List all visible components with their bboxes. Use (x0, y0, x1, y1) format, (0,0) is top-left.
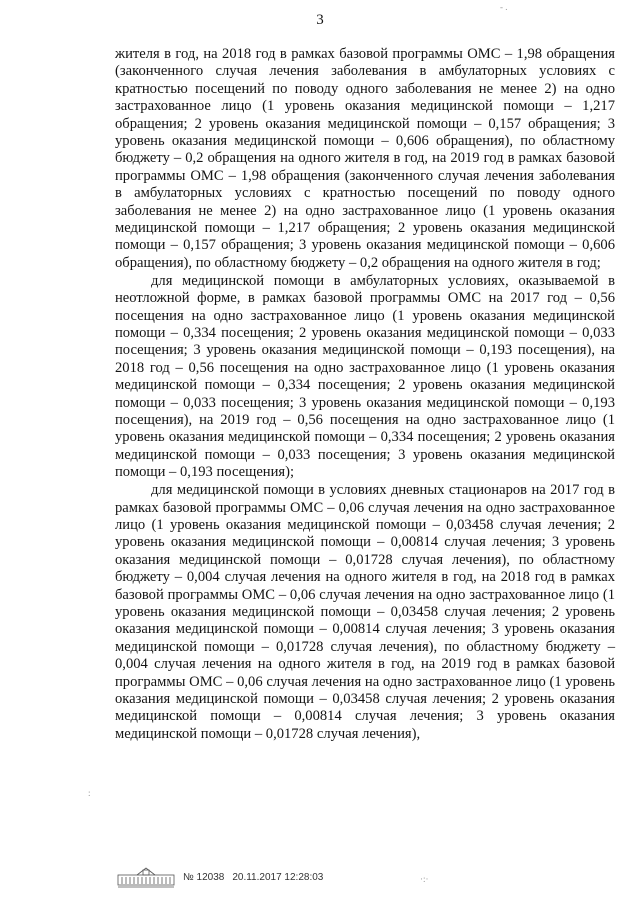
document-body (115, 46, 615, 743)
scan-artifact: : (88, 788, 91, 798)
footer-registration (117, 866, 323, 888)
paragraph-day-hospital: для медицинской помощи в условиях дневных стационаров на 2017 год в рамках базовой программы ОМС – 0,06 случая лечения на одно застрахованное лицо (1 уровень оказания медицинской помощи – 0,03458 случая лечения; 2 уровень оказания медицинской помощи – 0,00814 случая лечения; 3 уровень оказания медицинской помощи – 0,01728 случая лечения), по областному бюджету – 0,004 случая лечения на одного жителя в год, на 2018 год в рамках базовой программы ОМС – 0,06 случая лечения на одно застрахованное лицо (1 уровень оказания медицинской помощи – 0,03458 случая лечения; 2 уровень оказания медицинской помощи – 0,00814 случая лечения; 3 уровень оказания медицинской помощи – 0,01728 случая лечения), по областному бюджету – 0,004 случая лечения на одного жителя в год, на 2019 год в рамках базовой программы ОМС – 0,06 случая лечения на одно застрахованное лицо (1 уровень оказания медицинской помощи – 0,03458 случая лечения; 2 уровень оказания медицинской помощи – 0,00814 случая лечения; 3 уровень оказания медицинской помощи – 0,01728 случая лечения), (115, 482, 615, 742)
paragraph-continuation: жителя в год, на 2018 год в рамках базовой программы ОМС – 1,98 обращения (законченного случая лечения заболевания в амбулаторных условиях с кратностью посещений по поводу одного заболевания не менее 2) на одно застрахованное лицо (1 уровень оказания медицинской помощи – 1,217 обращения; 2 уровень оказания медицинской помощи – 0,157 обращения; 3 уровень оказания медицинской помощи – 0,606 обращения), по областному бюджету – 0,2 обращения на одного жителя в год, на 2019 год в рамках базовой программы ОМС – 1,98 обращения (законченного случая лечения заболевания в амбулаторных условиях с кратностью посещений по поводу одного заболевания не менее 2) на одно застрахованное лицо (1 уровень оказания медицинской помощи – 1,217 обращения; 2 уровень оказания медицинской помощи – 0,157 обращения; 3 уровень оказания медицинской помощи – 0,606 обращения), по областному бюджету – 0,2 обращения на одного жителя в год; (115, 46, 615, 271)
paragraph-emergency-care: для медицинской помощи в амбулаторных условиях, оказываемой в неотложной форме, в рамках базовой программы ОМС на 2017 год – 0,56 посещения на одно застрахованное лицо (1 уровень оказания медицинской помощи – 0,334 посещения; 2 уровень оказания медицинской помощи – 0,033 посещения; 3 уровень оказания медицинской помощи – 0,193 посещения), на 2018 год – 0,56 посещения на одно застрахованное лицо (1 уровень оказания медицинской помощи – 0,334 посещения; 2 уровень оказания медицинской помощи – 0,033 посещения; 3 уровень оказания медицинской помощи – 0,193 посещения), на 2019 год – 0,56 посещения на одно застрахованное лицо (1 уровень оказания медицинской помощи – 0,334 посещения; 2 уровень оказания медицинской помощи – 0,033 посещения; 3 уровень оказания медицинской помощи – 0,193 посещения); (115, 272, 615, 481)
scan-artifact: - . (500, 2, 508, 12)
building-stamp-icon (117, 866, 175, 888)
page-number: 3 (316, 12, 324, 28)
scan-artifact: ·:· (420, 874, 429, 884)
document-number: № 12038 (183, 871, 225, 883)
registration-timestamp: 20.11.2017 12:28:03 (232, 871, 324, 883)
